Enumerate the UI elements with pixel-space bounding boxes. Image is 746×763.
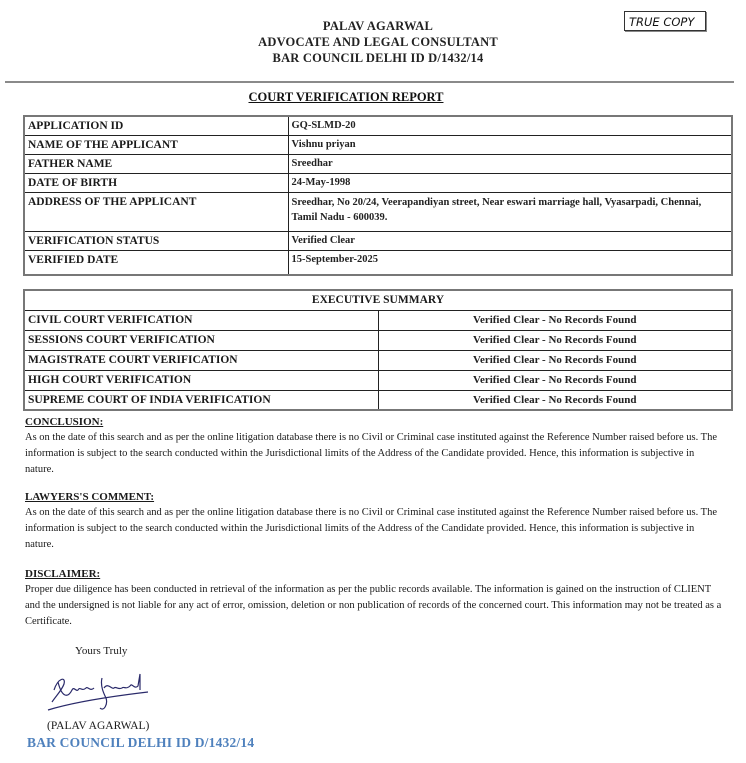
conclusion-heading: CONCLUSION:: [25, 416, 104, 428]
table-row: [24, 193, 732, 232]
row-value: 15-September-2025: [288, 251, 732, 275]
row-label: NAME OF THE APPLICANT: [24, 136, 288, 155]
conclusion-section: [25, 414, 725, 478]
closing-text: Yours Truly: [75, 645, 128, 657]
conclusion-text: As on the date of this search and as per the online litigation database there is no Civil or Criminal case instituted against the Reference Number raised before us. The information is subject to the search conducted within the Jurisdictional limits of the Address of the Candidate provided. Hence, this information is subjective in nature.: [25, 432, 718, 475]
row-label: FATHER NAME: [24, 155, 288, 174]
signatory-bar-council-id: BAR COUNCIL DELHI ID D/1432/14: [27, 735, 255, 750]
row-label: DATE OF BIRTH: [24, 174, 288, 193]
disclaimer-heading: DISCLAIMER:: [25, 568, 101, 580]
row-label: VERIFIED DATE: [24, 251, 288, 275]
table-row: [24, 350, 732, 370]
row-value: Verified Clear: [288, 232, 732, 251]
row-label: CIVIL COURT VERIFICATION: [24, 310, 378, 330]
row-value: GQ-SLMD-20: [288, 116, 732, 136]
applicant-details-table: [23, 115, 733, 276]
row-label: ADDRESS OF THE APPLICANT: [24, 193, 288, 232]
header-divider: [5, 81, 734, 83]
table-row: [24, 251, 732, 275]
row-value: Verified Clear - No Records Found: [378, 310, 732, 330]
summary-heading: EXECUTIVE SUMMARY: [24, 290, 732, 310]
lawyers-comment-section: [25, 489, 725, 553]
row-label: VERIFICATION STATUS: [24, 232, 288, 251]
disclaimer-section: [25, 566, 725, 630]
row-value: Verified Clear - No Records Found: [378, 350, 732, 370]
row-value: Sreedhar, No 20/24, Veerapandiyan street, Near eswari marriage hall, Vyasarpadi, Chennai, Tamil Nadu - 600039.: [288, 193, 732, 232]
row-value: Vishnu priyan: [288, 136, 732, 155]
signatory-name: (PALAV AGARWAL): [47, 720, 150, 732]
table-row: [24, 390, 732, 410]
row-value: Sreedhar: [288, 155, 732, 174]
advocate-name: PALAV AGARWAL: [322, 19, 434, 33]
row-value: Verified Clear - No Records Found: [378, 370, 732, 390]
row-label: HIGH COURT VERIFICATION: [24, 370, 378, 390]
lawyers-comment-heading: LAWYERS'S COMMENT:: [25, 491, 155, 503]
lawyers-comment-text: As on the date of this search and as per the online litigation database there is no Civil or Criminal case instituted against the Reference Number raised before us. The information is subject to the search conducted within the Jurisdictional limits of the Address of the Candidate provided. Hence, this information is subjective in nature.: [25, 507, 718, 550]
row-label: MAGISTRATE COURT VERIFICATION: [24, 350, 378, 370]
executive-summary-table: [23, 289, 733, 411]
table-row: [24, 116, 732, 136]
table-row: [24, 174, 732, 193]
table-row: [24, 155, 732, 174]
row-label: SESSIONS COURT VERIFICATION: [24, 330, 378, 350]
table-row: [24, 330, 732, 350]
bar-council-id: BAR COUNCIL DELHI ID D/1432/14: [272, 51, 484, 65]
row-value: Verified Clear - No Records Found: [378, 330, 732, 350]
row-label: APPLICATION ID: [24, 116, 288, 136]
row-label: SUPREME COURT OF INDIA VERIFICATION: [24, 390, 378, 410]
table-row: [24, 370, 732, 390]
table-row: [24, 232, 732, 251]
report-title: COURT VERIFICATION REPORT: [248, 90, 444, 104]
disclaimer-text: Proper due diligence has been conducted in retrieval of the information as per the public records available. The information is gained on the instruction of CLIENT and the undersigned is not liable for any act of error, omission, deletion or non publication of records of the concerned court. This information may not be treated as a Certificate.: [25, 584, 722, 627]
true-copy-stamp: TRUE COPY: [624, 11, 706, 31]
signature-icon: [44, 668, 159, 718]
advocate-title: ADVOCATE AND LEGAL CONSULTANT: [258, 35, 498, 49]
row-value: 24-May-1998: [288, 174, 732, 193]
row-value: Verified Clear - No Records Found: [378, 390, 732, 410]
table-row: [24, 136, 732, 155]
summary-heading-row: [24, 290, 732, 310]
table-row: [24, 310, 732, 330]
